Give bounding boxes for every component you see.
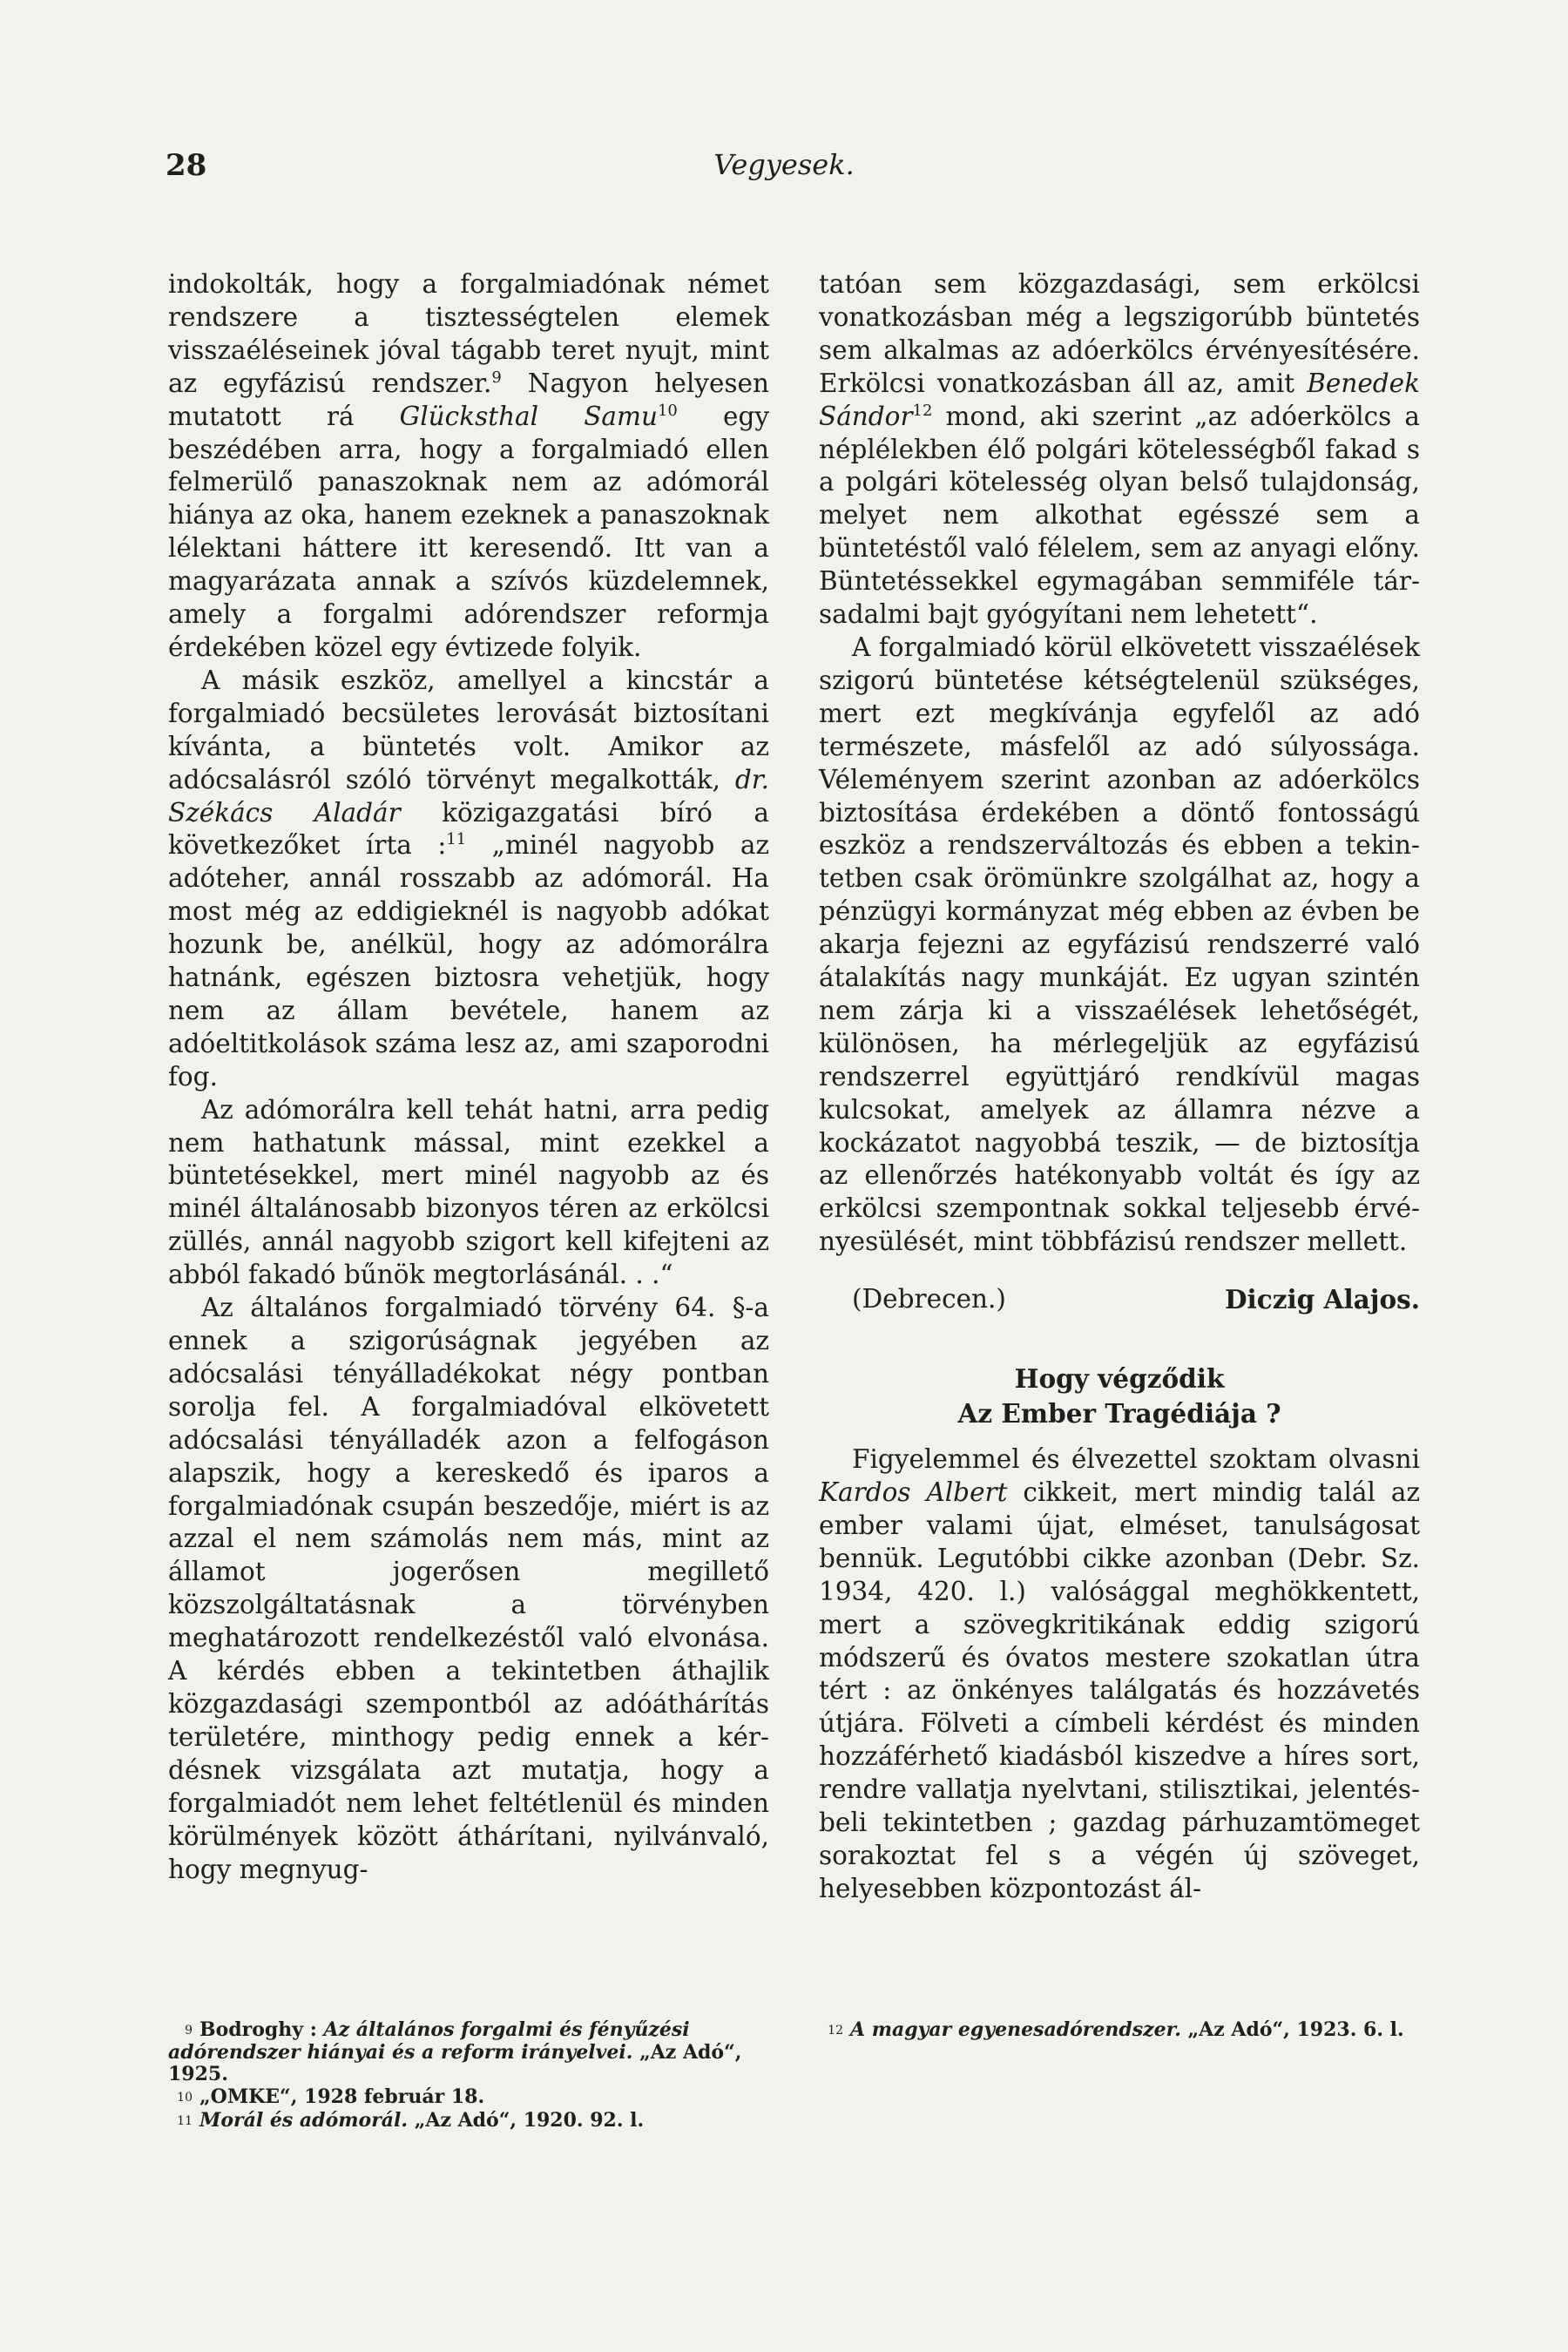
footnote: 11 Morál és adómorál. „Az Adó“, 1920. 92. l. <box>177 2109 645 2132</box>
footnote-ref: 10 <box>657 401 678 420</box>
footnote-ref: 12 <box>912 401 933 420</box>
right-column <box>819 268 1420 1906</box>
paragraph: indokolták, hogy a forgalmiadónak német rendszere a tisztességtelen elemek visszaéléseinek jóval tágabb teret nyujt, mint az egyfázisú rendszer.$^9$ Nagyon helyesen mutatott rá Glücksthal Samu$^{10}$ egy beszédében arra, hogy a forgalmiadó ellen felmerülő panaszoknak nem az adómorál hiánya az oka, hanem ezeknek a panaszoknak lélektani háttere itt keresendő. Itt van a magyarázata annak a szívós küzdelemnek, amely a forgalmi adórendszer reformja érdekében közel egy évtizede folyik. <box>168 269 770 662</box>
footnote-ref: 9 <box>491 368 502 387</box>
signoff-place: (Debrecen.) <box>852 1284 1006 1315</box>
person-name: Glücksthal Samu <box>399 401 658 431</box>
article-title: Hogy végződik Az Ember Tragédiája ? <box>957 1363 1281 1429</box>
footnotes-left <box>168 2019 769 2133</box>
running-head: Vegyesek. <box>713 148 855 181</box>
person-name: dr. Székács Aladár <box>168 764 769 828</box>
paragraph: tatóan sem közgazdasági, sem erkölcsi vonatkozásban még a legszigorúbb büntetés sem alkalmas az adóerkölcs érvényesítésére. Erkölcsi vonatkozásban áll az, amit Benedek Sándor$^{12}$ mond, aki szerint „az adóerkölcs a néplélekben élő polgári kötelességből fakad s a polgári kötelesség olyan belső tulajdonság, melyet nem alkothat egésszé sem a büntetéstől való félelem, sem az anyagi előny. Büntetéssekkel egymagában semmiféle társadalmi bajt gyógyítani nem lehetett“. <box>819 269 1420 630</box>
footnote: 12 A magyar egyenesadórendszer. „Az Adó“, 1923. 6. l. <box>828 2018 1404 2041</box>
signoff-author: Diczig Alajos. <box>1224 1284 1420 1315</box>
paragraph: Figyelemmel és élvezettel szoktam olvasni Kardos Albert cikkeit, mert mindig talál az ember valami újat, elméset, tanulságosat bennük. Legutóbbi cikke azonban (Debr. Sz. 1934, 420. l.) valósággal meghökkentett, mert a szövegkritikának eddig szigorú módszerű és óvatos mestere szokatlan útra tért : az önkényes találgatás és hozzávetés útjára. Fölveti a címbeli kérdést és minden hozzáférhető kiadásból kiszedve a híres sort, rendre vallatja nyelvtani, stilisztikai, jelentésbeli tekintetben ; gazdag párhuzamtömeget sorakoztat fel s a végén új szöveget, helyesebben központozást ál- <box>819 1444 1420 1903</box>
paragraph: Az általános forgalmiadó törvény 64. §-a ennek a szigorúságnak jegyében az adócsalási tényálladékokat négy pontban sorolja fel. A forgalmiadóval elkövetett adócsalási tényálladék azon a felfogáson alapszik, hogy a kereskedő és iparos a forgalmiadónak csupán beszedője, miért is az azzal el nem számolás nem más, mint az államot jogerősen megillető közszolgáltatásnak a törvényben meghatározott rendelkezéstől való elvonása. A kérdés ebben a tekintetben áthajlik közgazdasági szempontból az adóáthárítás területére, minthogy pedig ennek a kérdésnek vizsgálata azt mutatja, hogy a forgalmiadót nem lehet feltétlenül és minden körülmények között áthárítani, nyilvánvaló, hogy megnyug- <box>168 1293 769 1884</box>
paragraph: A forgalmiadó körül elkövetett visszaélések szigorú büntetése kétségtelenül szükséges, mert ezt megkívánja egyfelől az adó természete, másfelől az adó súlyossága. Véleményem szerint azonban az adóerkölcs biztosítása érdekében a döntő fontosságú eszköz a rendszerváltozás és ebben a tekintetben csak örömünkre szolgálhat az, hogy a pénzügyi kormányzat még ebben az évben be akarja fejezni az egyfázisú rendszerré való átalakítás nagy munkáját. Ez ugyan szintén nem zárja ki a visszaélések lehetőségét, különösen, ha mérlegeljük az egyfázisú rendszerrel együttjáró rendkívül magas kulcsokat, amelyek az államra nézve a kockázatot nagyobbá teszik, — de biztosítja az ellenőrzés hatékonyabb voltát és így az erkölcsi szempontnak sokkal teljesebb érvényesülését, mint többfázisú rendszer mellett. <box>819 632 1420 1257</box>
footnote: 9 Bodroghy : Az általános forgalmi és fényűzési adórendszer hiányai és a reform irányelvei. „Az Adó“, 1925. <box>168 2018 742 2085</box>
footnote: 10 „OMKE“, 1928 február 18. <box>177 2085 485 2108</box>
page-number: 28 <box>166 148 207 183</box>
signoff <box>819 1283 1420 1316</box>
footnotes-right <box>819 2019 1420 2043</box>
person-name: Benedek Sándor <box>819 368 1420 431</box>
paragraph: A másik eszköz, amellyel a kincstár a forgalmiadó becsületes lerovását biztosítani kívánta, a büntetés volt. Amikor az adócsalásról szóló törvényt megalkották, dr. Székács Aladár közigazgatási bíró a következőket írta :$^{11}$ „minél nagyobb az adóteher, annál rosszabb az adómorál. Ha most még az eddigieknél is nagyobb adókat hozunk be, anélkül, hogy az adómorálra hatnánk, egészen biztosra vehetjük, hogy nem az állam bevétele, hanem az adóeltitkolások száma lesz az, ami szaporodni fog. <box>168 665 769 1092</box>
person-name: Kardos Albert <box>819 1477 1008 1507</box>
paragraph: Az adómorálra kell tehát hatni, arra pedig nem hathatunk mással, mint ezekkel a büntetésekkel, mert minél nagyobb az és minél általánosabb bizonyos téren az erkölcsi züllés, annál nagyobb szigort kell kifejteni az abból fakadó bűnök megtorlásánál. . .“ <box>168 1094 769 1290</box>
left-column <box>168 268 769 1886</box>
footnote-ref: 11 <box>446 830 467 849</box>
